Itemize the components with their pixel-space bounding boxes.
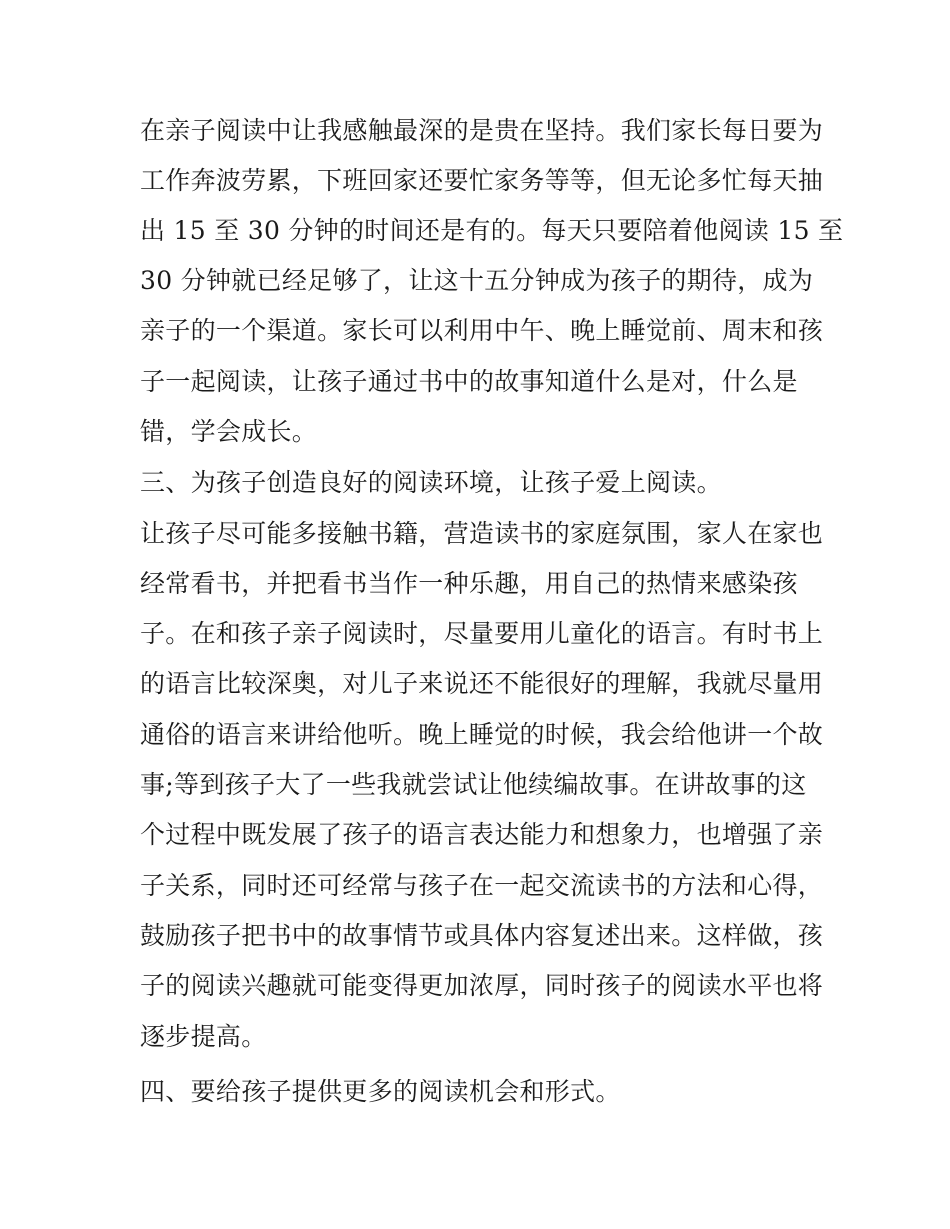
text-line: 出 15 至 30 分钟的时间还是有的。每天只要陪着他阅读 15 至 xyxy=(140,216,844,245)
text-line: 的语言比较深奥，对儿子来说还不能很好的理解，我就尽量用 xyxy=(140,669,824,698)
text-line: 让孩子尽可能多接触书籍，营造读书的家庭氛围，家人在家也 xyxy=(140,519,824,548)
text-line: 30 分钟就已经足够了，让这十五分钟成为孩子的期待，成为 xyxy=(140,266,814,295)
section-heading: 四、要给孩子提供更多的阅读机会和形式。 xyxy=(140,1077,621,1106)
text-line: 个过程中既发展了孩子的语言表达能力和想象力，也增强了亲 xyxy=(140,820,824,849)
text-line: 通俗的语言来讲给他听。晚上睡觉的时候，我会给他讲一个故 xyxy=(140,720,824,749)
text-line: 子一起阅读，让孩子通过书中的故事知道什么是对，什么是 xyxy=(140,367,798,396)
text-line: 工作奔波劳累，下班回家还要忙家务等等，但无论多忙每天抽 xyxy=(140,166,824,195)
text-line: 子。在和孩子亲子阅读时，尽量要用儿童化的语言。有时书上 xyxy=(140,619,824,648)
text-line: 子的阅读兴趣就可能变得更加浓厚，同时孩子的阅读水平也将 xyxy=(140,971,824,1000)
section-heading: 三、为孩子创造良好的阅读环境，让孩子爱上阅读。 xyxy=(140,468,722,497)
text-line: 逐步提高。 xyxy=(140,1022,267,1051)
text-line: 在亲子阅读中让我感触最深的是贵在坚持。我们家长每日要为 xyxy=(140,116,824,145)
text-line: 错，学会成长。 xyxy=(140,417,318,446)
text-line: 子关系，同时还可经常与孩子在一起交流读书的方法和心得， xyxy=(140,871,824,900)
text-line: 鼓励孩子把书中的故事情节或具体内容复述出来。这样做，孩 xyxy=(140,921,824,950)
text-line: 亲子的一个渠道。家长可以利用中午、晚上睡觉前、周末和孩 xyxy=(140,316,824,345)
text-line: 事;等到孩子大了一些我就尝试让他续编故事。在讲故事的这 xyxy=(140,770,807,799)
text-line: 经常看书，并把看书当作一种乐趣，用自己的热情来感染孩 xyxy=(140,569,798,598)
